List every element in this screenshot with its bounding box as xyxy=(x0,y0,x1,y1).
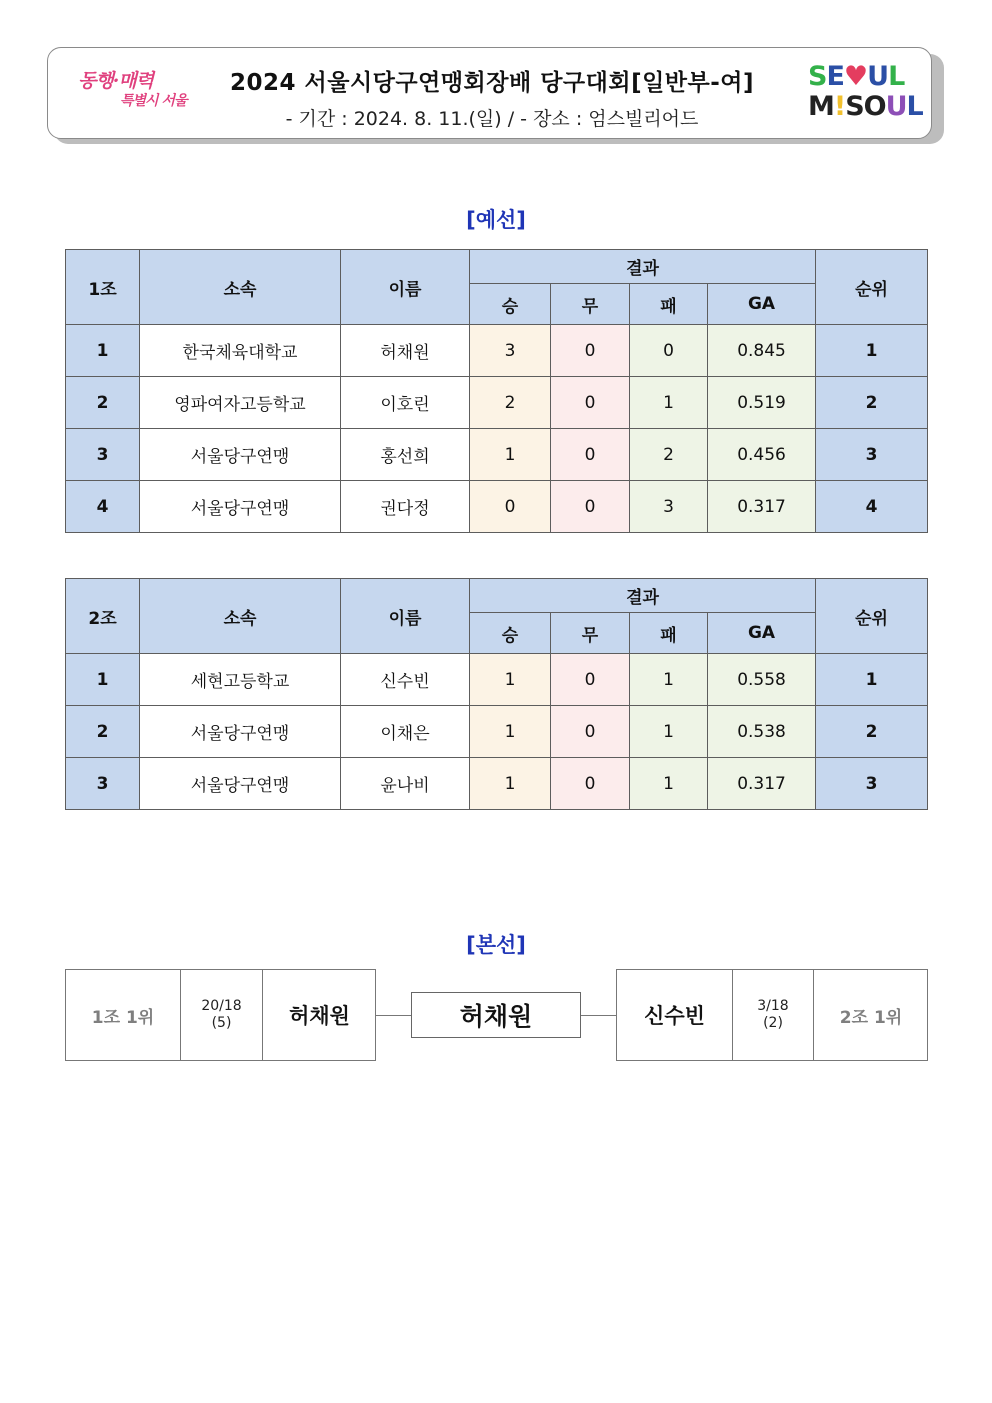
col-loss: 패 xyxy=(630,613,708,654)
page-title: 2024 서울시당구연맹회장배 당구대회[일반부-여] xyxy=(229,70,755,96)
final-section-title: [본선] xyxy=(466,933,526,957)
table-row: 2 영파여자고등학교 이호린 2 0 1 0.519 2 xyxy=(66,377,928,429)
bracket-line-left xyxy=(376,1015,411,1016)
col-win: 승 xyxy=(470,284,551,325)
event-info: - 기간 : 2024. 8. 11.(일) / - 장소 : 엄스빌리어드 xyxy=(285,108,699,130)
col-draw: 무 xyxy=(551,613,630,654)
left-player-name: 허채원 xyxy=(262,970,376,1060)
right-player-name: 신수빈 xyxy=(644,1004,705,1028)
table-row: 4 서울당구연맹 권다정 0 0 3 0.317 4 xyxy=(66,481,928,533)
seoul-slogan-logo xyxy=(78,66,190,118)
table-row: 3 서울당구연맹 홍선희 1 0 2 0.456 3 xyxy=(66,429,928,481)
group-label: 1조 xyxy=(66,250,140,325)
left-score: 20/18 (5) xyxy=(180,970,262,1060)
final-left-player-box xyxy=(65,969,376,1061)
final-winner: 허채원 xyxy=(411,992,581,1038)
col-result: 결과 xyxy=(470,579,816,613)
table-row: 1 한국체육대학교 허채원 3 0 0 0.845 1 xyxy=(66,325,928,377)
table-row: 1 세현고등학교 신수빈 1 0 1 0.558 1 xyxy=(66,654,928,706)
col-result: 결과 xyxy=(470,250,816,284)
col-draw: 무 xyxy=(551,284,630,325)
final-right-player-box xyxy=(616,969,928,1061)
group-1-table xyxy=(65,249,928,533)
col-name: 이름 xyxy=(341,250,470,325)
seoul-my-soul-logo: S E ♥ U L M ! S O U L xyxy=(808,61,923,122)
table-row: 2 서울당구연맹 이채은 1 0 1 0.538 2 xyxy=(66,706,928,758)
heart-icon: ♥ xyxy=(843,61,868,92)
group-label: 2조 xyxy=(66,579,140,654)
col-affil: 소속 xyxy=(140,250,341,325)
right-score: 3/18 (2) xyxy=(732,970,813,1060)
col-win: 승 xyxy=(470,613,551,654)
left-seed: 1조 1위 xyxy=(91,1007,155,1028)
col-ga: GA xyxy=(708,613,816,654)
table-row: 3 서울당구연맹 윤나비 1 0 1 0.317 3 xyxy=(66,758,928,810)
logo-left-line2: 특별시 서울 xyxy=(120,93,187,109)
col-name: 이름 xyxy=(341,579,470,654)
col-ga: GA xyxy=(708,284,816,325)
bracket-line-right xyxy=(581,1015,616,1016)
col-loss: 패 xyxy=(630,284,708,325)
group-2-table xyxy=(65,578,928,810)
col-rank: 순위 xyxy=(816,250,928,325)
prelim-section-title: [예선] xyxy=(466,208,526,232)
header-card xyxy=(47,47,932,139)
logo-left-line1: 동행·매력 xyxy=(78,70,154,92)
col-affil: 소속 xyxy=(140,579,341,654)
right-seed: 2조 1위 xyxy=(813,970,928,1060)
col-rank: 순위 xyxy=(816,579,928,654)
